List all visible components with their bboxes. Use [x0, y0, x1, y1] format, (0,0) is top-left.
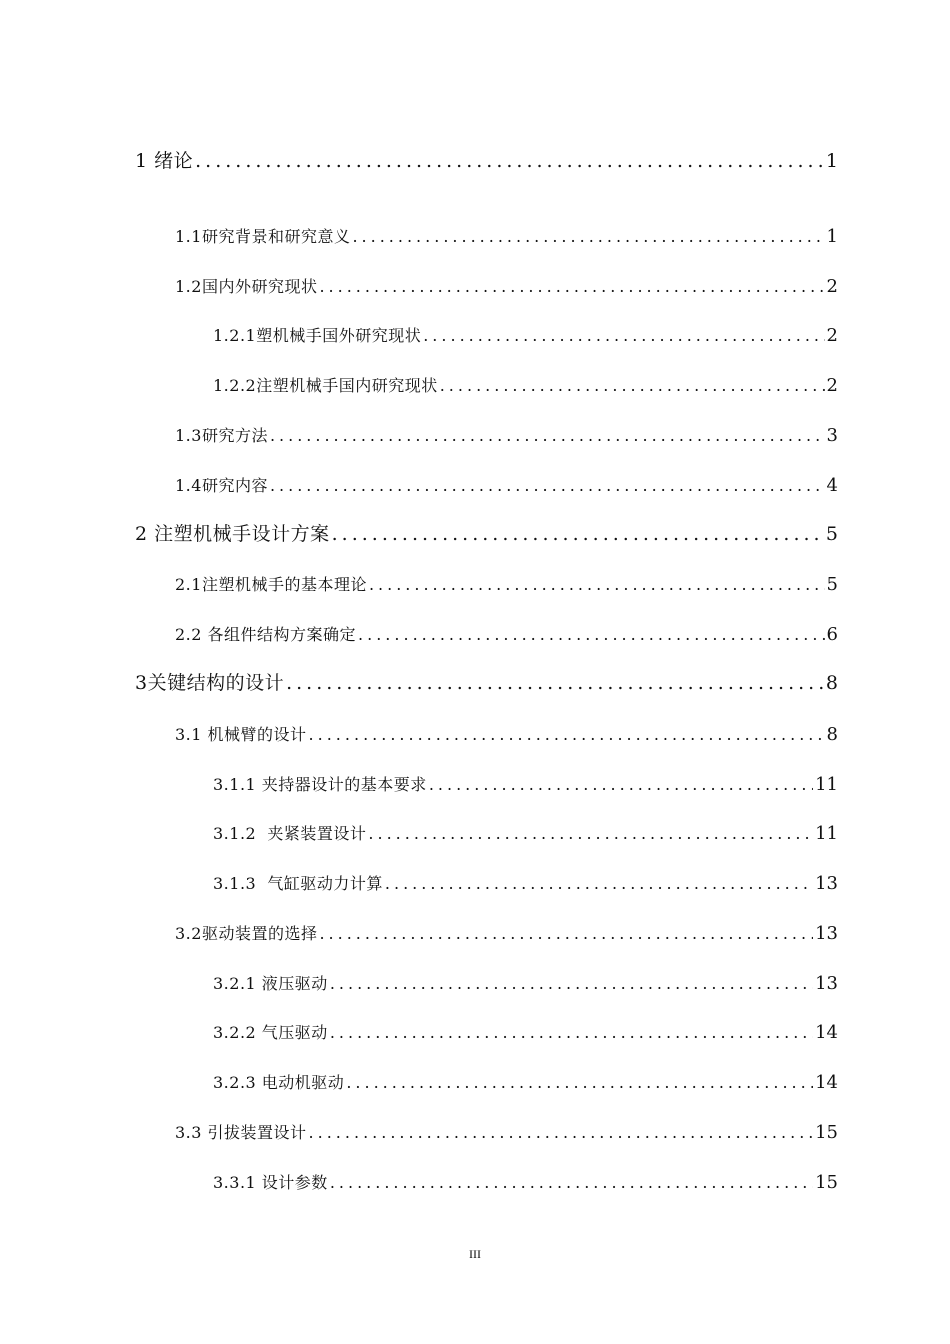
toc-entry-page: 13: [815, 923, 838, 944]
toc-entry-3[interactable]: [135, 672, 838, 695]
toc-entry-label: 2 注塑机械手设计方案: [135, 523, 330, 545]
toc-entry-label: 3.1.1 夹持器设计的基本要求: [213, 775, 427, 794]
toc-entry-label: 2.1注塑机械手的基本理论: [175, 575, 367, 594]
toc-entry-label: 2.2 各组件结构方案确定: [175, 625, 357, 644]
toc-entry-label: 3.2.3 电动机驱动: [213, 1073, 345, 1092]
toc-entry-2-1[interactable]: [175, 574, 838, 596]
toc-entry-1-4[interactable]: [175, 475, 838, 497]
toc-entry-label: 3.3 引拔装置设计: [175, 1123, 307, 1142]
toc-entry-1[interactable]: [135, 150, 838, 173]
toc-leader-dots: [330, 1173, 813, 1192]
toc-leader-dots: [352, 227, 824, 246]
toc-leader-dots: [346, 1073, 813, 1092]
toc-entry-page: 11: [815, 823, 838, 844]
toc-entry-page: 14: [815, 1022, 838, 1043]
toc-leader-dots: [369, 575, 825, 594]
toc-entry-label: 1.4研究内容: [175, 476, 268, 495]
toc-leader-dots: [319, 277, 824, 296]
toc-entry-1-1[interactable]: [175, 226, 838, 248]
toc-entry-page: 15: [815, 1122, 838, 1143]
toc-leader-dots: [270, 476, 825, 495]
toc-leader-dots: [332, 523, 824, 546]
toc-entry-page: 2: [826, 325, 838, 346]
toc-entry-label: 1.3研究方法: [175, 426, 268, 445]
toc-entry-page: 2: [826, 375, 838, 396]
toc-entry-page: 8: [825, 672, 838, 694]
toc-leader-dots: [286, 672, 824, 695]
toc-entry-1-2-1[interactable]: [213, 325, 838, 347]
toc-entry-label: 3.1.2 夹紧装置设计: [213, 824, 367, 843]
toc-leader-dots: [429, 775, 813, 794]
toc-entry-label: 3.2.1 液压驱动: [213, 974, 328, 993]
toc-entry-3-2-2[interactable]: [213, 1022, 838, 1044]
toc-leader-dots: [358, 625, 825, 644]
toc-entry-page: 5: [826, 574, 838, 595]
toc-entry-label: 1.1研究背景和研究意义: [175, 227, 351, 246]
toc-entry-page: 6: [826, 624, 838, 645]
toc-entry-page: 4: [826, 475, 838, 496]
toc-leader-dots: [423, 326, 824, 345]
toc-entry-label: 1.2.2注塑机械手国内研究现状: [213, 376, 438, 395]
toc-entry-label: 3.1 机械臂的设计: [175, 725, 307, 744]
toc-leader-dots: [385, 874, 813, 893]
toc-entry-page: 3: [826, 425, 838, 446]
toc-entry-3-1-3[interactable]: [213, 873, 838, 895]
toc-entry-label: 1 绪论: [135, 150, 194, 172]
toc-entry-label: 3.3.1 设计参数: [213, 1173, 328, 1192]
toc-leader-dots: [309, 1123, 814, 1142]
toc-entry-label: 3.1.3 气缸驱动力计算: [213, 874, 383, 893]
toc-entry-3-2-3[interactable]: [213, 1072, 838, 1094]
toc-entry-3-1[interactable]: [175, 724, 838, 746]
toc-leader-dots: [195, 150, 824, 173]
toc-entry-label: 1.2国内外研究现状: [175, 277, 318, 296]
toc-leader-dots: [440, 376, 825, 395]
toc-entry-page: 2: [826, 276, 838, 297]
toc-entry-page: 13: [815, 873, 838, 894]
toc-entry-page: 8: [826, 724, 838, 745]
toc-entry-2[interactable]: [135, 523, 838, 546]
toc-entry-page: 5: [825, 523, 838, 545]
page-number: III: [469, 1247, 481, 1261]
toc-entry-3-2-1[interactable]: [213, 973, 838, 995]
toc-entry-label: 1.2.1塑机械手国外研究现状: [213, 326, 422, 345]
toc-entry-1-3[interactable]: [175, 425, 838, 447]
toc-entry-page: 15: [815, 1172, 838, 1193]
toc-leader-dots: [330, 1023, 813, 1042]
toc-entry-page: 1: [826, 226, 838, 247]
toc-entry-1-2[interactable]: [175, 276, 838, 298]
toc-entry-1-2-2[interactable]: [213, 375, 838, 397]
toc-entry-label: 3.2.2 气压驱动: [213, 1023, 328, 1042]
toc-leader-dots: [368, 824, 813, 843]
toc-leader-dots: [330, 974, 813, 993]
toc-leader-dots: [270, 426, 825, 445]
toc-entry-2-2[interactable]: [175, 624, 838, 646]
toc-entry-page: 11: [815, 774, 838, 795]
toc-entry-page: 13: [815, 973, 838, 994]
toc-entry-3-1-2[interactable]: [213, 823, 838, 845]
toc-leader-dots: [309, 725, 825, 744]
toc-entry-3-1-1[interactable]: [213, 774, 838, 796]
toc-entry-3-2[interactable]: [175, 923, 838, 945]
toc-leader-dots: [319, 924, 813, 943]
toc-entry-label: 3关键结构的设计: [135, 672, 285, 694]
toc-entry-page: 1: [825, 150, 838, 172]
toc-entry-label: 3.2驱动装置的选择: [175, 924, 318, 943]
toc-entry-page: 14: [815, 1072, 838, 1093]
toc-entry-3-3[interactable]: [175, 1122, 838, 1144]
toc-entry-3-3-1[interactable]: [213, 1172, 838, 1194]
